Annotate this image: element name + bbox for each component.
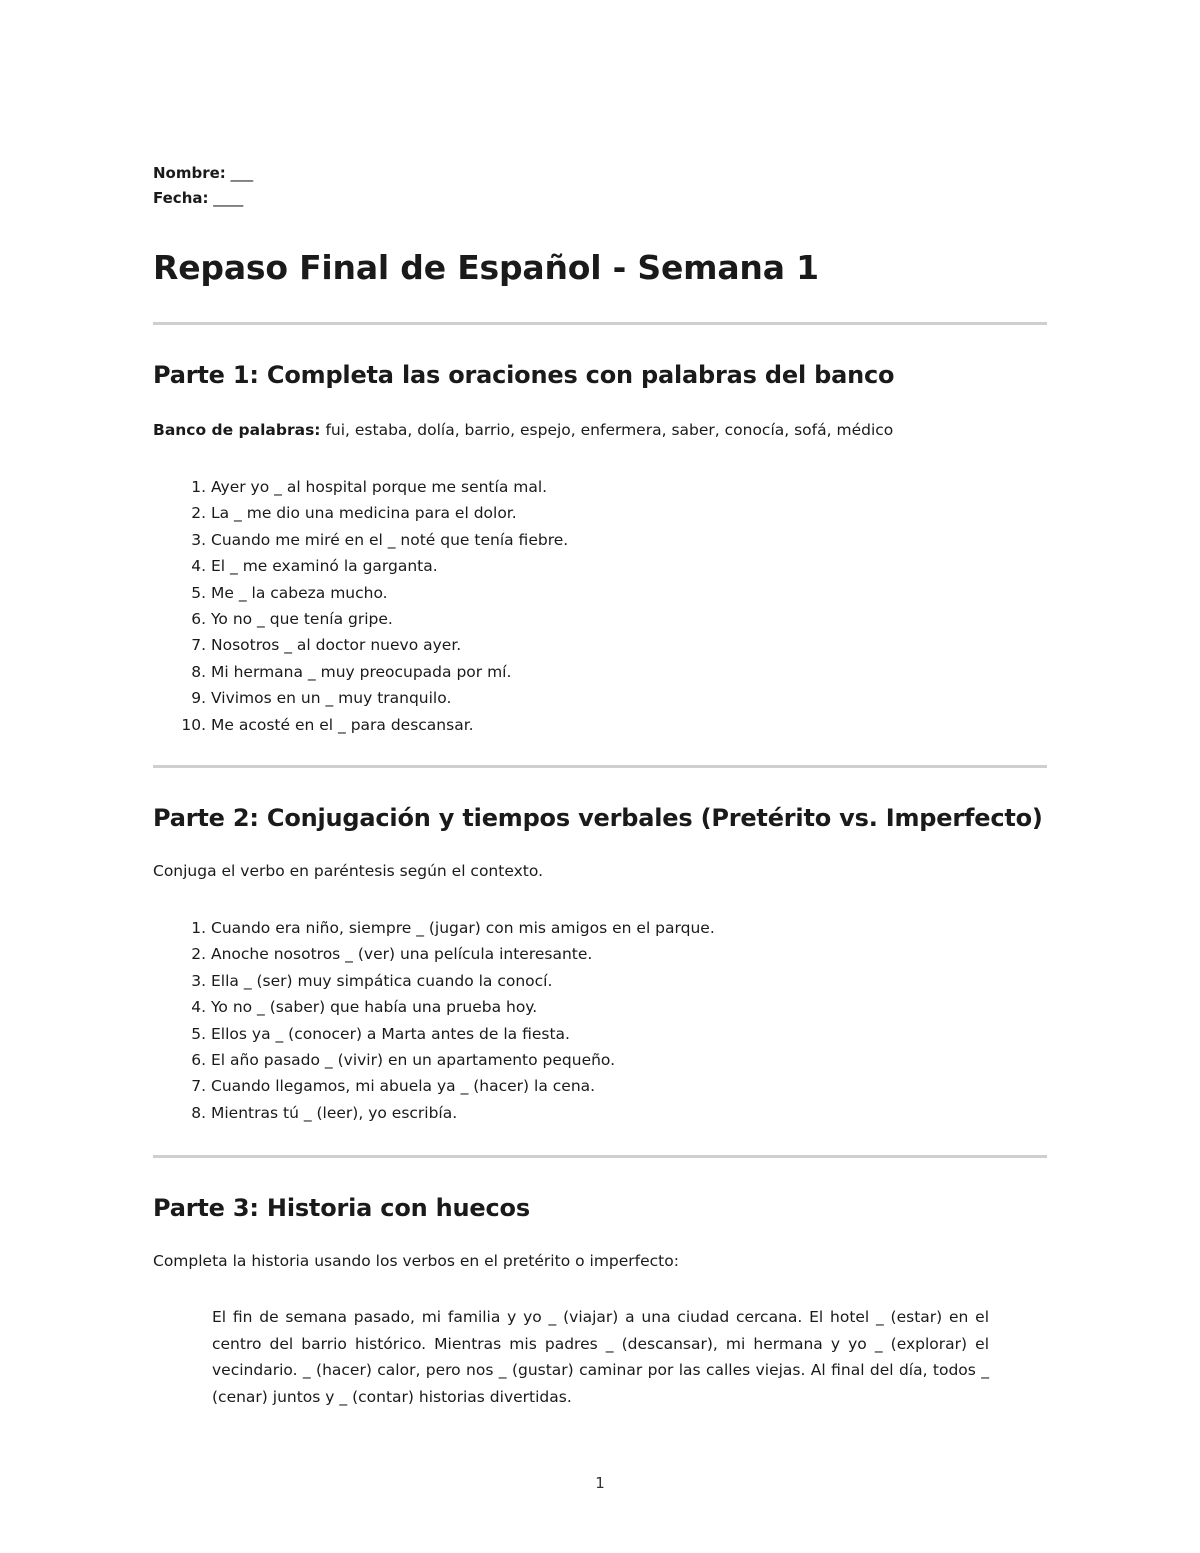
word-bank [153, 419, 893, 441]
list-item [153, 941, 715, 967]
divider [153, 322, 1047, 325]
list-item [153, 1100, 715, 1126]
part2-list [153, 915, 715, 1126]
item-number: 6. [191, 1050, 206, 1069]
list-item [153, 606, 568, 632]
item-number: 8. [191, 1103, 206, 1122]
list-item [153, 994, 715, 1020]
list-item [153, 1073, 715, 1099]
part3-heading: Parte 3: Historia con huecos [153, 1194, 530, 1222]
list-item [153, 1047, 715, 1073]
item-text: Me _ la cabeza mucho. [211, 583, 388, 602]
item-number: 9. [191, 689, 206, 708]
item-text: Vivimos en un _ muy tranquilo. [211, 689, 452, 708]
list-item [153, 500, 568, 526]
part1-list [153, 474, 568, 738]
item-number: 10. [181, 715, 206, 734]
list-item [153, 1021, 715, 1047]
part2-instruction: Conjuga el verbo en paréntesis según el contexto. [153, 862, 543, 880]
item-number: 6. [191, 609, 206, 628]
list-item [153, 632, 568, 658]
item-text: Cuando me miré en el _ noté que tenía fiebre. [211, 530, 569, 549]
list-item [153, 553, 568, 579]
item-text: Me acosté en el _ para descansar. [211, 715, 474, 734]
item-text: Ellos ya _ (conocer) a Marta antes de la fiesta. [211, 1024, 570, 1043]
item-text: Mientras tú _ (leer), yo escribía. [211, 1103, 458, 1122]
date-label: Fecha: [153, 189, 209, 207]
word-bank-label: Banco de palabras: [153, 421, 321, 439]
part3-instruction: Completa la historia usando los verbos en el pretérito o imperfecto: [153, 1252, 679, 1270]
item-number: 7. [191, 636, 206, 655]
list-item [153, 685, 568, 711]
item-text: Yo no _ que tenía gripe. [211, 609, 393, 628]
item-number: 2. [191, 504, 206, 523]
list-item [153, 580, 568, 606]
list-item [153, 915, 715, 941]
date-blank: ____ [213, 189, 244, 207]
item-number: 4. [191, 998, 206, 1017]
item-text: Cuando era niño, siempre _ (jugar) con mis amigos en el parque. [211, 919, 715, 937]
list-item [153, 527, 568, 553]
item-text: Nosotros _ al doctor nuevo ayer. [211, 636, 462, 655]
item-text: La _ me dio una medicina para el dolor. [211, 504, 517, 523]
item-number: 8. [191, 662, 206, 681]
list-item [153, 712, 568, 738]
item-number: 5. [191, 583, 206, 602]
item-number: 2. [191, 945, 206, 964]
date-line [153, 188, 243, 208]
list-item [153, 968, 715, 994]
word-bank-words: fui, estaba, dolía, barrio, espejo, enfermera, saber, conocía, sofá, médico [325, 421, 894, 439]
item-text: Yo no _ (saber) que había una prueba hoy. [211, 998, 538, 1017]
name-blank: ___ [230, 164, 254, 182]
item-text: El _ me examinó la garganta. [211, 557, 438, 576]
item-text: Mi hermana _ muy preocupada por mí. [211, 662, 512, 681]
item-number: 1. [191, 919, 206, 937]
divider [153, 1155, 1047, 1158]
name-line [153, 163, 253, 183]
item-text: Ella _ (ser) muy simpática cuando la conocí. [211, 971, 553, 990]
item-number: 1. [191, 478, 206, 496]
item-text: Ayer yo _ al hospital porque me sentía mal. [211, 478, 548, 496]
item-number: 3. [191, 530, 206, 549]
item-number: 4. [191, 557, 206, 576]
item-text: El año pasado _ (vivir) en un apartamento pequeño. [211, 1050, 616, 1069]
item-text: Anoche nosotros _ (ver) una película interesante. [211, 945, 593, 964]
list-item [153, 659, 568, 685]
item-number: 7. [191, 1077, 206, 1096]
divider [153, 765, 1047, 768]
story-paragraph: El fin de semana pasado, mi familia y yo _ (viajar) a una ciudad cercana. El hotel _ (estar) en el centro del barrio histórico. Mientras mis padres _ (descansar), mi hermana y yo _ (explorar) el vecindario. _ (hacer) calor, pero nos _ (gustar) caminar por las calles viejas. Al final del día, todos _ (cenar) juntos y _ (contar) historias divertidas. [212, 1308, 989, 1407]
name-label: Nombre: [153, 164, 226, 182]
part2-heading: Parte 2: Conjugación y tiempos verbales (Pretérito vs. Imperfecto) [153, 804, 1043, 832]
item-text: Cuando llegamos, mi abuela ya _ (hacer) la cena. [211, 1077, 596, 1096]
page-title: Repaso Final de Español - Semana 1 [153, 248, 819, 287]
item-number: 3. [191, 971, 206, 990]
list-item [153, 474, 568, 500]
part1-heading: Parte 1: Completa las oraciones con palabras del banco [153, 361, 895, 389]
item-number: 5. [191, 1024, 206, 1043]
page-number: 1 [595, 1474, 605, 1492]
